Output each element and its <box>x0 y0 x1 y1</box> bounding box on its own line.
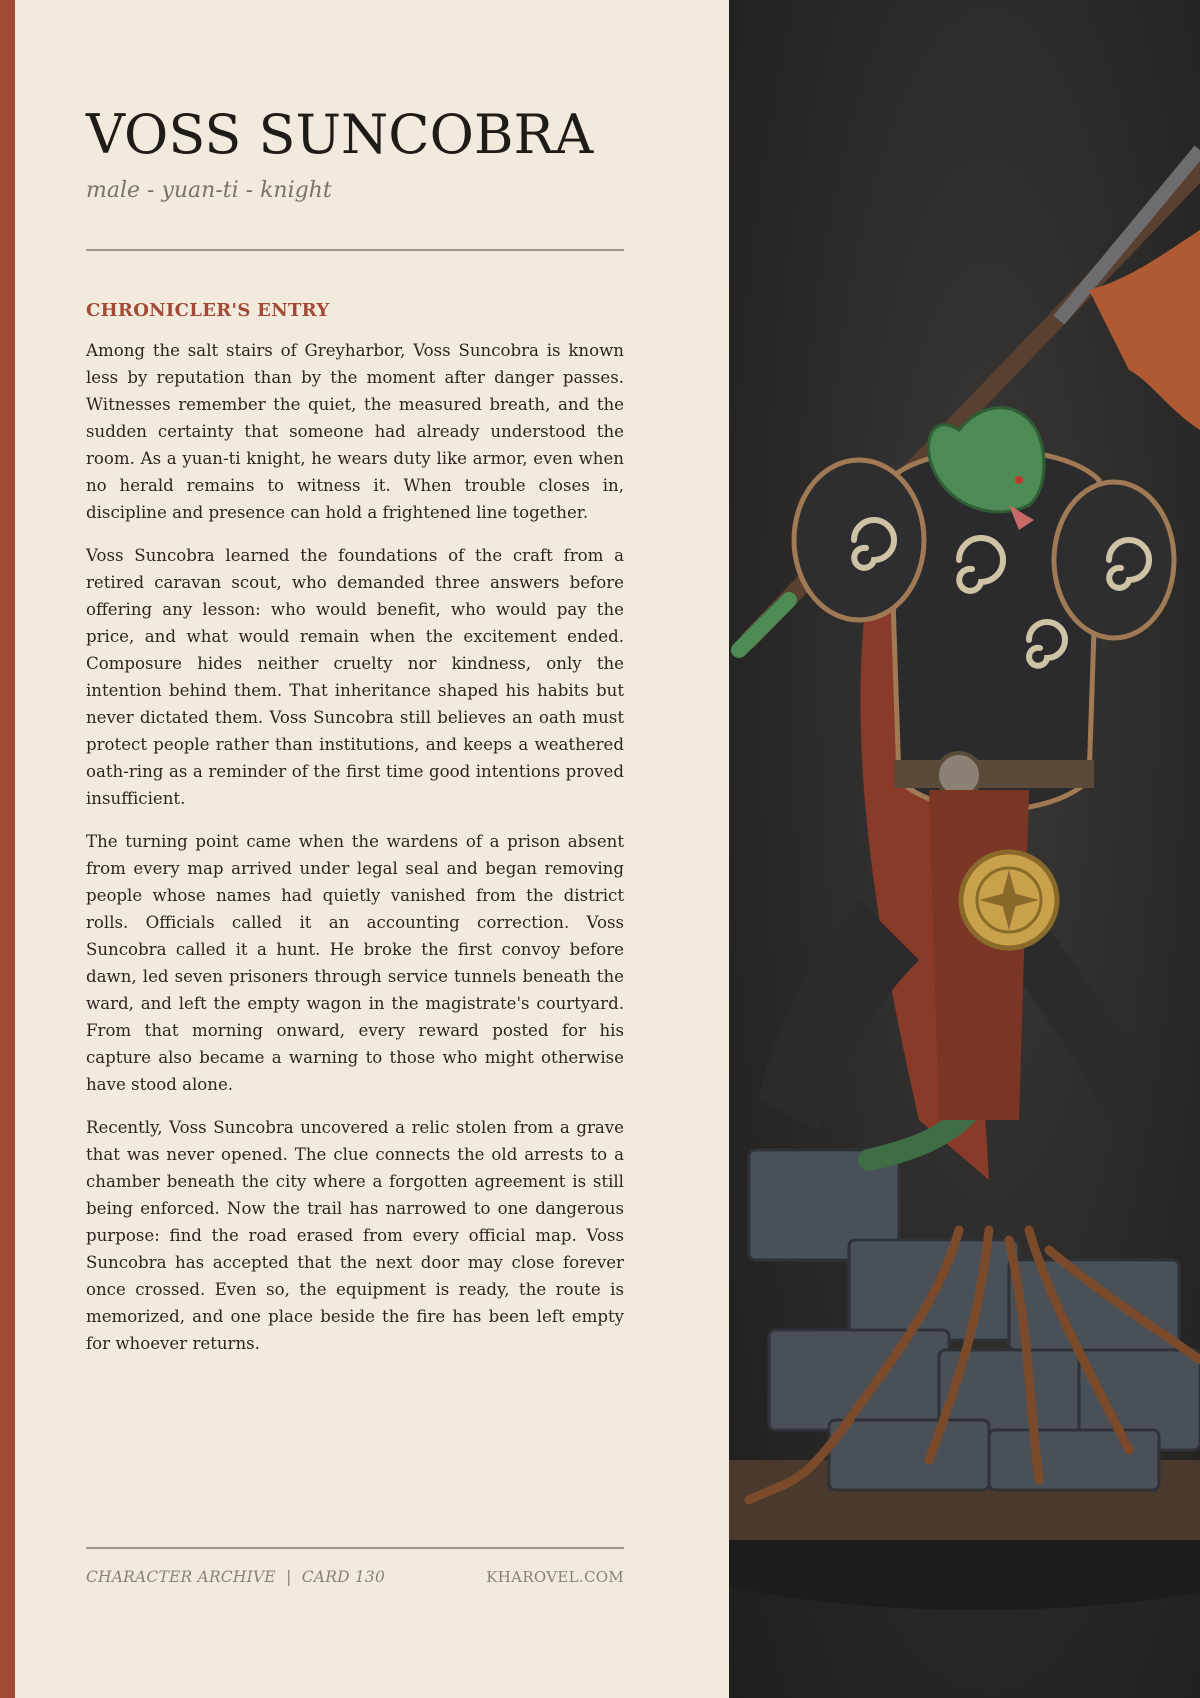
left-pauldron <box>794 460 924 620</box>
hand <box>739 600 789 650</box>
character-name: VOSS SUNCOBRA <box>86 103 594 166</box>
right-pauldron <box>1054 482 1174 638</box>
character-artwork <box>729 0 1200 1698</box>
entry-body <box>86 337 624 1373</box>
eye <box>1015 476 1023 484</box>
miniature-illustration <box>729 0 1200 1698</box>
footer-divider <box>86 1547 624 1549</box>
entry-paragraph-3: The turning point came when the wardens of a prison absent from every map arrived under legal seal and began removing people whose names had quietly vanished from the district rolls. Officials called it an accounting correction. Voss Suncobra called it a hunt. He broke the first convoy before dawn, led seven prisoners through service tunnels beneath the ward, and left the empty wagon in the magistrate's courtyard. From that morning onward, every reward posted for his capture also became a warning to those who might otherwise have stood alone. <box>86 832 624 1094</box>
entry-paragraph-1: Among the salt stairs of Greyharbor, Voss Suncobra is known less by reputation than by the moment after danger passes. Witnesses remember the quiet, the measured breath, and the sudden certainty that someone had already understood the room. As a yuan-ti knight, he wears duty like armor, even when no herald remains to witness it. When trouble closes in, discipline and presence can hold a frightened line together. <box>86 341 624 522</box>
tabard <box>929 790 1029 1120</box>
entry-paragraph-2: Voss Suncobra learned the foundations of the craft from a retired caravan scout, who demanded three answers before offering any lesson: who would benefit, who would pay the price, and what would remain when the excitement ended. Composure hides neither cruelty nor kindness, only the intention behind them. That inheritance shaped his habits but never dictated them. Voss Suncobra still believes an oath must protect people rather than institutions, and keeps a weathered oath-ring as a reminder of the first time good intentions proved insufficient. <box>86 546 624 808</box>
accent-bar <box>0 0 15 1698</box>
footer-archive-label: CHARACTER ARCHIVE | CARD 130 <box>86 1568 386 1586</box>
footer-site: KHAROVEL.COM <box>486 1568 624 1586</box>
header-divider <box>86 249 624 251</box>
section-heading: CHRONICLER'S ENTRY <box>86 300 330 321</box>
entry-paragraph-4: Recently, Voss Suncobra uncovered a relic stolen from a grave that was never opened. The clue connects the old arrests to a chamber beneath the city where a forgotten agreement is still being enforced. Now the trail has narrowed to one dangerous purpose: find the road erased from every official map. Voss Suncobra has accepted that the next door may close forever once crossed. Even so, the equipment is ready, the route is memorized, and one place beside the fire has been left empty for whoever returns. <box>86 1118 624 1353</box>
belt <box>894 760 1094 788</box>
character-descriptor: male - yuan-ti - knight <box>86 178 332 203</box>
